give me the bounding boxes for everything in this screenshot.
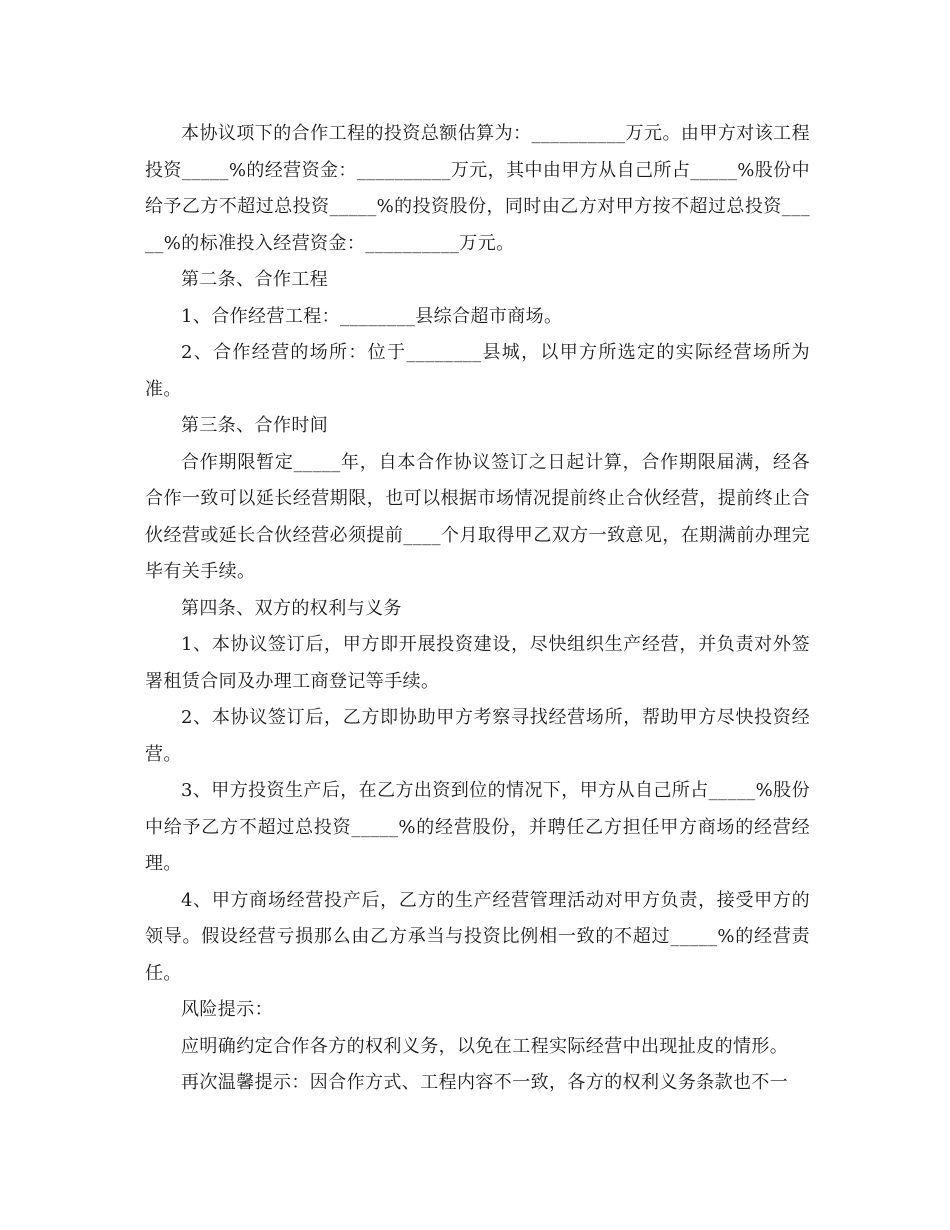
heading-risk-notice: 风险提示： xyxy=(181,999,273,1020)
paragraph-investment-total: 本协议项下的合作工程的投资总额估算为：__________万元。由甲方对该工程投资_____%的经营资金：__________万元，其中由甲方从自己所占_____%股份中给予乙方不超过总投资_____%的投资股份，同时由乙方对甲方按不超过总投资_____%的标准投入经营资金：__________万元。 xyxy=(145,123,810,254)
paragraph-project-item: 1、合作经营工程：________县综合超市商场。 xyxy=(181,305,563,327)
heading-article-2: 第二条、合作工程 xyxy=(181,269,329,290)
paragraph-duty-4: 4、甲方商场经营投产后，乙方的生产经营管理活动对甲方负责，接受甲方的领导。假设经营亏损那么由乙方承当与投资比例相一致的不超过_____%的经营责任。 xyxy=(145,889,810,984)
paragraph-reminder: 再次温馨提示：因合作方式、工程内容不一致，各方的权利义务条款也不一 xyxy=(181,1072,789,1093)
paragraph-duty-1: 1、本协议签订后，甲方即开展投资建设，尽快组织生产经营，并负责对外签署租赁合同及办理工商登记等手续。 xyxy=(145,634,810,692)
paragraph-duty-3: 3、甲方投资生产后，在乙方出资到位的情况下，甲方从自己所占_____%股份中给予乙方不超过总投资_____%的经营股份，并聘任乙方担任甲方商场的经营经理。 xyxy=(145,780,810,874)
paragraph-risk-notice: 应明确约定合作各方的权利义务，以免在工程实际经营中出现扯皮的情形。 xyxy=(181,1035,789,1057)
paragraph-duty-2: 2、本协议签订后，乙方即协助甲方考察寻找经营场所，帮助甲方尽快投资经营。 xyxy=(145,707,810,765)
paragraph-cooperation-term: 合作期限暂定_____年，自本合作协议签订之日起计算，合作期限届满，经各合作一致可以延长经营期限，也可以根据市场情况提前终止合伙经营，提前终止合伙经营或延长合伙经营必须提前____个月取得甲乙双方一致意见，在期满前办理完毕有关手续。 xyxy=(145,451,810,582)
paragraph-project-location: 2、合作经营的场所：位于________县城，以甲方所选定的实际经营场所为准。 xyxy=(145,342,810,400)
document-body xyxy=(145,116,810,1102)
heading-article-4: 第四条、双方的权利与义务 xyxy=(181,597,402,619)
heading-article-3: 第三条、合作时间 xyxy=(181,415,329,436)
